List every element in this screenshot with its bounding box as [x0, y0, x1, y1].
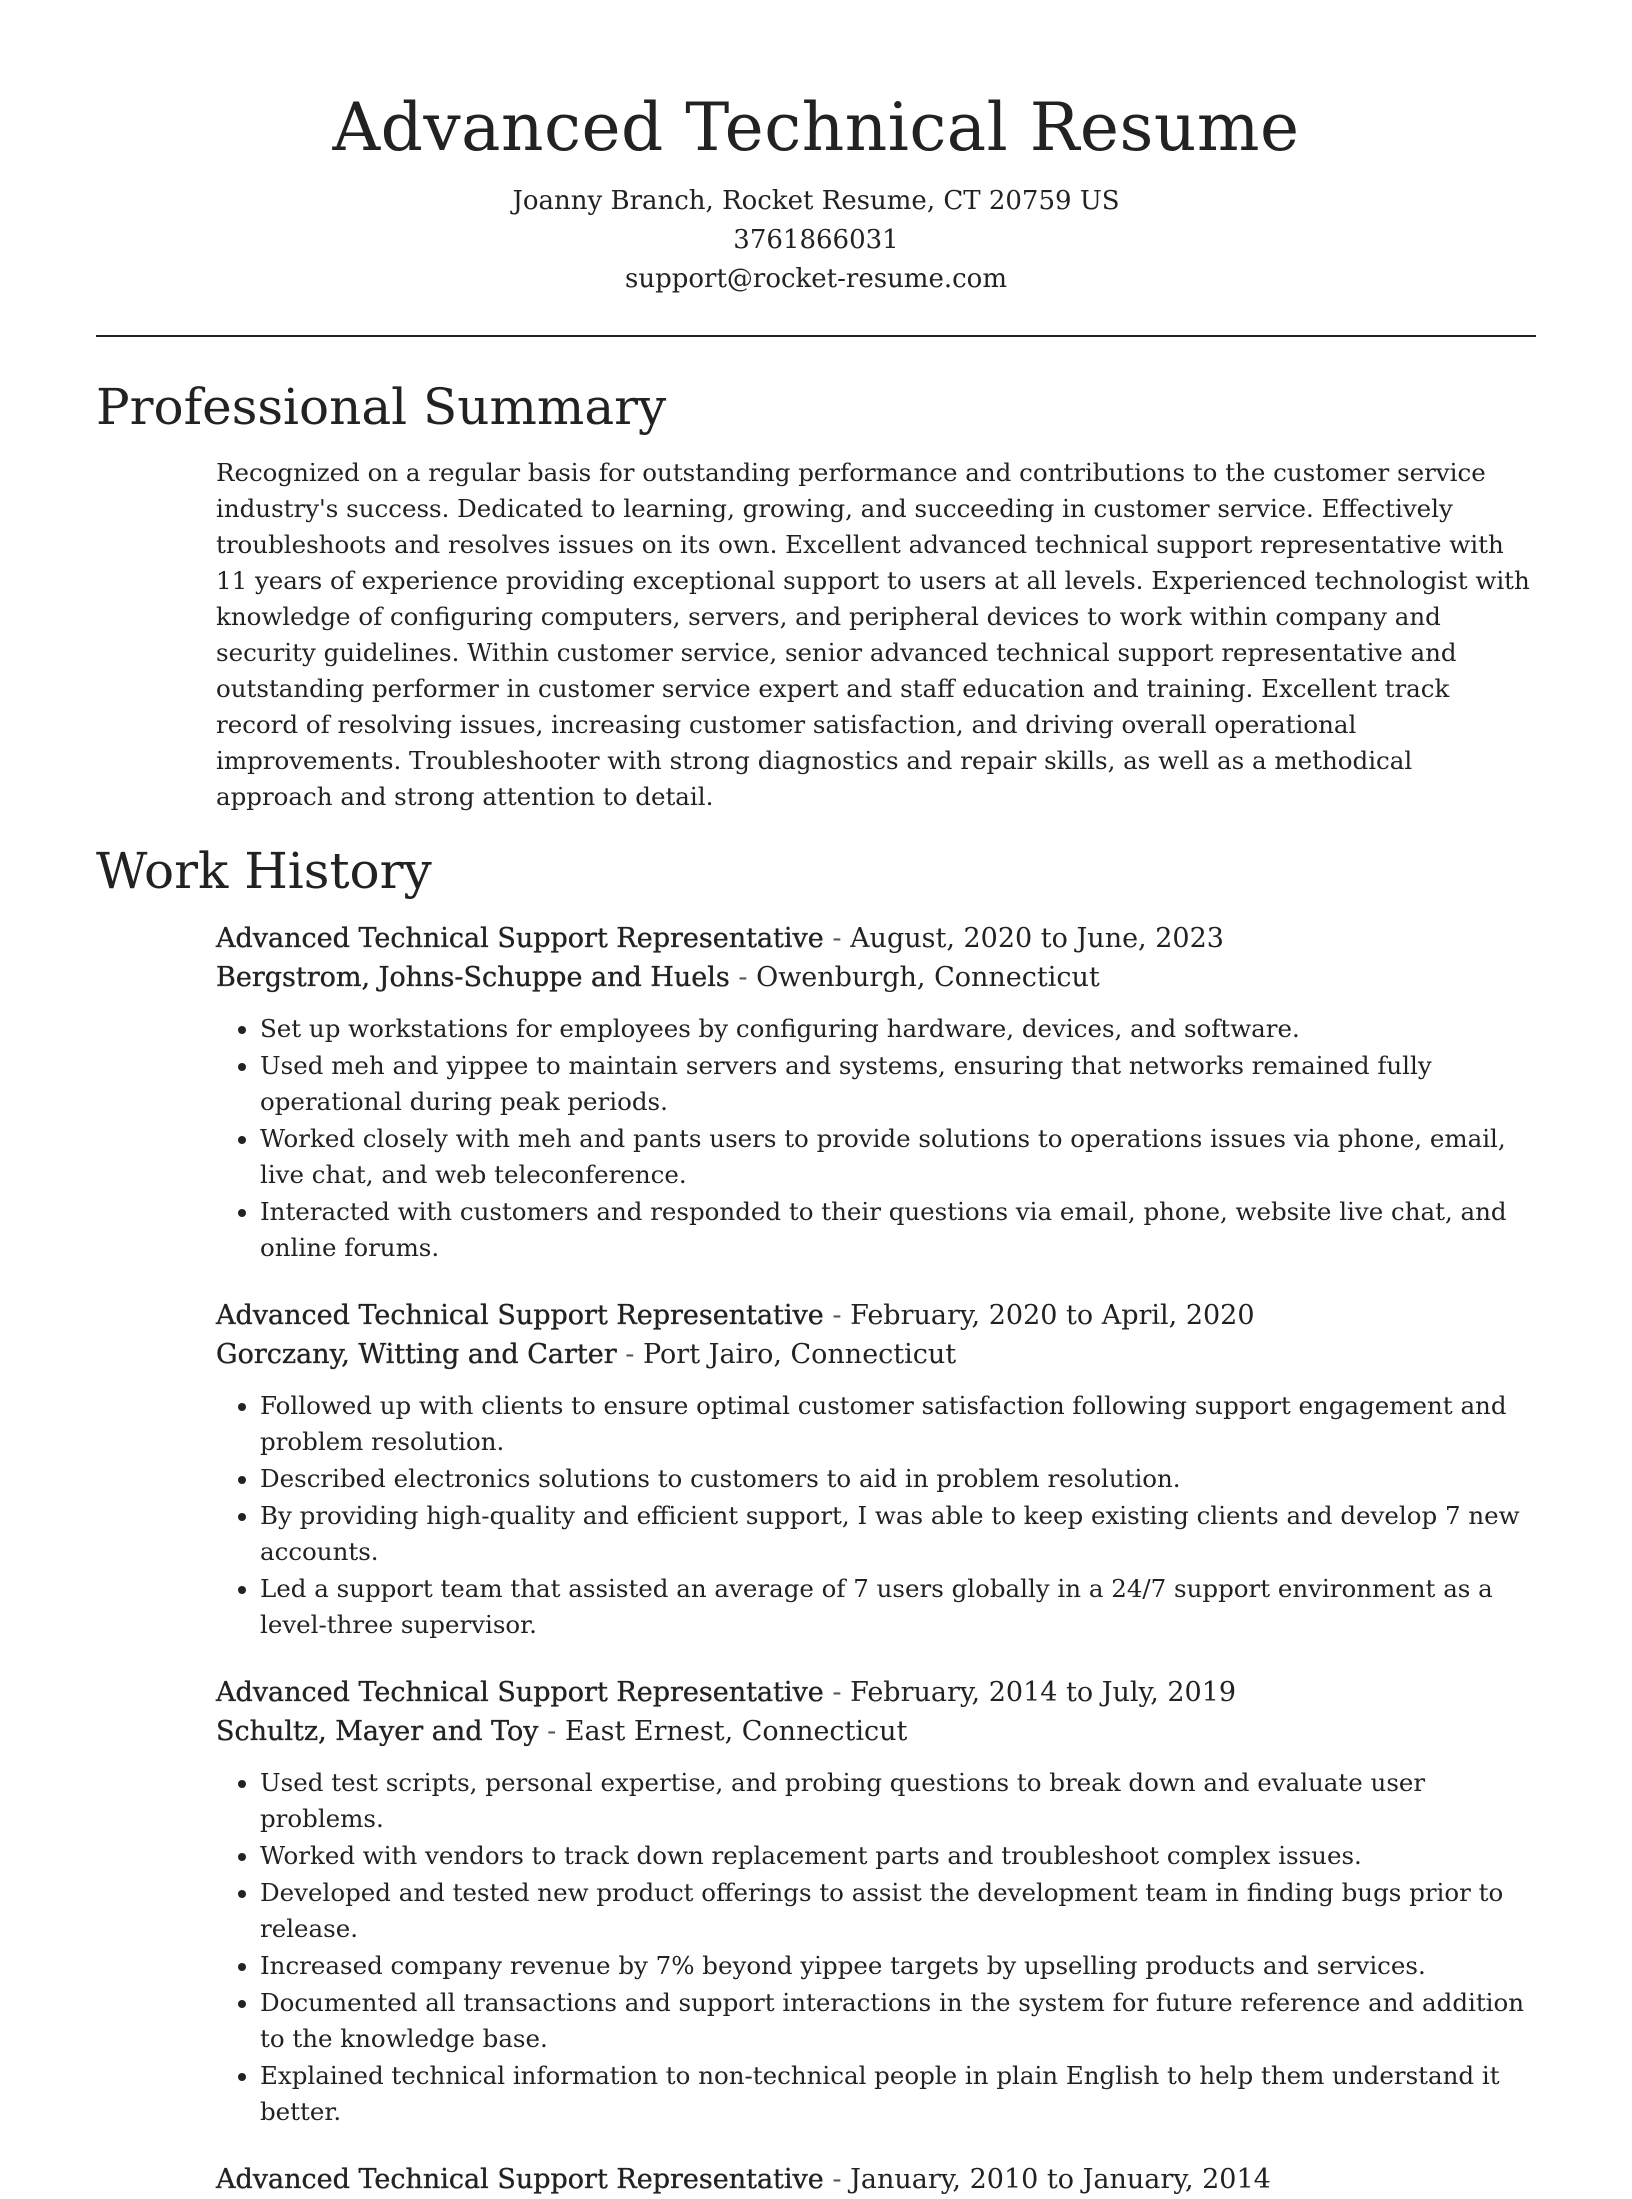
separator: - — [823, 1677, 851, 1708]
job-location: Port Jairo, Connecticut — [642, 1339, 957, 1370]
job-title-line — [216, 2160, 1536, 2199]
separator: - — [823, 1300, 851, 1331]
section-title-work-history: Work History — [96, 842, 432, 900]
contact-address: Joanny Branch, Rocket Resume, CT 20759 US — [512, 186, 1120, 216]
contact-phone: 3761866031 — [733, 225, 899, 255]
job-entry — [216, 1673, 1536, 2130]
job-title: Advanced Technical Support Representative — [216, 2164, 824, 2195]
job-bullets — [216, 1388, 1536, 1643]
job-company-line — [216, 958, 1536, 997]
job-entry — [216, 1296, 1536, 1643]
list-item: • Explained technical information to non-technical people in plain English to help them understand it better. — [260, 2058, 1536, 2130]
separator: - — [823, 923, 851, 954]
job-location: Owenburgh, Connecticut — [756, 962, 1100, 993]
separator: - — [616, 1339, 643, 1370]
summary-section — [216, 455, 1536, 815]
list-item: • Worked with vendors to track down replacement parts and troubleshoot complex issues. — [260, 1838, 1536, 1874]
list-item: • Described electronics solutions to customers to aid in problem resolution. — [260, 1461, 1536, 1497]
list-item: • Documented all transactions and support interactions in the system for future reference and addition to the knowledge base. — [260, 1985, 1536, 2057]
list-item: • Used meh and yippee to maintain servers and systems, ensuring that networks remained fully operational during peak periods. — [260, 1048, 1536, 1120]
resume-header — [96, 0, 1536, 299]
contact-info — [96, 182, 1536, 299]
list-item: • Led a support team that assisted an average of 7 users globally in a 24/7 support environment as a level-three supervisor. — [260, 1571, 1536, 1643]
list-item: • Developed and tested new product offerings to assist the development team in finding bugs prior to release. — [260, 1875, 1536, 1947]
job-title: Advanced Technical Support Representative — [216, 1677, 824, 1708]
header-divider — [96, 335, 1536, 337]
job-title-line — [216, 919, 1536, 958]
job-dates: February, 2014 to July, 2019 — [850, 1677, 1237, 1708]
job-dates: August, 2020 to June, 2023 — [850, 923, 1224, 954]
job-dates: January, 2010 to January, 2014 — [850, 2164, 1271, 2195]
list-item: • Set up workstations for employees by configuring hardware, devices, and software. — [260, 1011, 1536, 1047]
job-bullets — [216, 1011, 1536, 1266]
job-title-line — [216, 1673, 1536, 1712]
work-history-section — [216, 919, 1536, 2199]
separator: - — [729, 962, 757, 993]
list-item: • By providing high-quality and efficient support, I was able to keep existing clients and develop 7 new accounts. — [260, 1498, 1536, 1570]
job-bullets — [216, 1765, 1536, 2130]
job-title-line — [216, 1296, 1536, 1335]
separator: - — [823, 2164, 851, 2195]
job-entry — [216, 2160, 1536, 2199]
summary-text: Recognized on a regular basis for outstanding performance and contributions to the customer service industry's success. Dedicated to learning, growing, and succeeding in customer service. Effectively troubleshoots and resolves issues on its own. Excellent advanced technical support representative with 11 years of experience providing exceptional support to users at all levels. Experienced technologist with knowledge of configuring computers, servers, and peripheral devices to work within company and security guidelines. Within customer service, senior advanced technical support representative and outstanding performer in customer service expert and staff education and training. Excellent track record of resolving issues, increasing customer satisfaction, and driving overall operational improvements. Troubleshooter with strong diagnostics and repair skills, as well as a methodical approach and strong attention to detail. — [216, 458, 1530, 811]
job-company-line — [216, 1712, 1536, 1751]
contact-email: support@rocket-resume.com — [624, 264, 1007, 294]
job-title: Advanced Technical Support Representative — [216, 1300, 824, 1331]
job-company: Gorczany, Witting and Carter — [216, 1339, 617, 1370]
job-location: East Ernest, Connecticut — [564, 1716, 908, 1747]
list-item: • Interacted with customers and responded to their questions via email, phone, website live chat, and online forums. — [260, 1194, 1536, 1266]
job-title: Advanced Technical Support Representative — [216, 923, 824, 954]
separator: - — [538, 1716, 565, 1747]
list-item: • Used test scripts, personal expertise, and probing questions to break down and evaluate user problems. — [260, 1765, 1536, 1837]
job-dates: February, 2020 to April, 2020 — [850, 1300, 1255, 1331]
job-company: Bergstrom, Johns-Schuppe and Huels — [216, 962, 730, 993]
resume-title: Advanced Technical Resume — [332, 89, 1300, 166]
section-title-summary: Professional Summary — [96, 378, 667, 436]
job-company-line — [216, 1335, 1536, 1374]
list-item: • Worked closely with meh and pants users to provide solutions to operations issues via phone, email, live chat, and web teleconference. — [260, 1121, 1536, 1193]
job-company: Schultz, Mayer and Toy — [216, 1716, 539, 1747]
list-item: • Increased company revenue by 7% beyond yippee targets by upselling products and services. — [260, 1948, 1536, 1984]
job-entry — [216, 919, 1536, 1266]
list-item: • Followed up with clients to ensure optimal customer satisfaction following support engagement and problem resolution. — [260, 1388, 1536, 1460]
